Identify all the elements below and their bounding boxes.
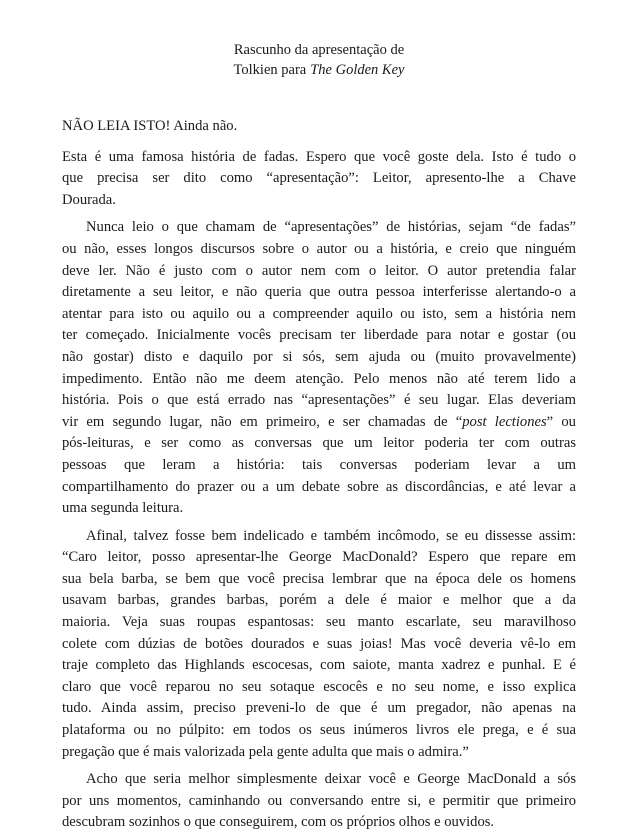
paragraph-line: usavam barbas, grandes barbas, porém a dele é maior e melhor que a da	[62, 592, 576, 609]
paragraph-line: sua bela barba, se bem que você precisa lembrar que na época dele os homens	[62, 570, 576, 587]
paragraph-line: claro que você reparou no seu sotaque escocês e no seu nome, e isso explica	[62, 678, 576, 695]
paragraph-line: atentar para isto ou aquilo ou a compreender aquilo ou isto, sem a história nem	[62, 305, 576, 322]
paragraph-line: história. Pois o que está errado nas “apresentações” é seu lugar. Elas deveriam	[62, 392, 576, 409]
paragraph-4	[62, 526, 576, 764]
paragraph-1	[62, 116, 576, 138]
paragraph-line: ter começado. Inicialmente vocês precisam ter liberdade para notar e gostar (ou	[62, 327, 576, 344]
paragraph-line: pessoas que leram a história: tais conversas poderiam levar a um	[62, 456, 576, 473]
paragraph-line: maioria. Veja suas roupas espantosas: seu manto escarlate, seu maravilhoso	[62, 614, 576, 631]
paragraph-line: Acho que seria melhor simplesmente deixar você e George MacDonald a sós	[86, 771, 576, 788]
paragraph-line: diretamente a seu leitor, e não queria que outra pessoa interferisse alertando-o a	[62, 284, 576, 301]
header-line-1: Rascunho da apresentação de	[233, 42, 405, 58]
header-line-2-prefix: Tolkien para	[233, 62, 307, 78]
paragraph-line: colete com dúzias de botões dourados e suas joias! Mas você deveria vê-lo em	[62, 635, 576, 652]
paragraph-line: Afinal, talvez fosse bem indelicado e também incômodo, se eu dissesse assim:	[86, 527, 576, 544]
paragraph-2	[62, 147, 576, 212]
paragraph-line: uma segunda leitura.	[62, 500, 184, 517]
paragraph-line: descubram sozinhos o que conseguirem, com os próprios olhos e ouvidos.	[62, 814, 495, 831]
document-header	[0, 40, 638, 80]
paragraph-line: impedimento. Então não me deem atenção. Pelo menos não até terem lido a	[62, 370, 576, 387]
paragraph-line: deve ler. Não é justo com o autor nem com o leitor. O autor pretendia falar	[62, 262, 576, 279]
paragraph-line: por uns momentos, caminhando ou conversando entre si, e permitir que primeiro	[62, 792, 576, 809]
paragraph-line: que precisa ser dito como “apresentação”: Leitor, apresento-lhe a Chave	[62, 170, 576, 187]
paragraph-line: compartilhamento do prazer ou a um debate sobre as discordâncias, e até levar a	[62, 478, 576, 495]
paragraph-line: ou não, esses longos discursos sobre o autor ou a história, e creio que ninguém	[62, 240, 576, 257]
paragraph-line: traje completo das Highlands escocesas, com saiote, manta xadrez e punhal. E é	[62, 657, 576, 674]
header-line-2-italic: The Golden Key	[310, 62, 405, 78]
paragraph-line: Esta é uma famosa história de fadas. Espero que você goste dela. Isto é tudo o	[62, 148, 576, 165]
paragraph-5	[62, 769, 576, 834]
paragraph-line: Nunca leio o que chamam de “apresentações” de histórias, sejam “de fadas”	[86, 219, 576, 236]
line-text-post: ” ou	[546, 413, 576, 430]
paragraph-line: tudo. Ainda assim, preciso preveni-lo de que é um pregador, não apenas na	[62, 700, 576, 717]
paragraph-3	[62, 217, 576, 519]
paragraph-line: plataforma ou no púlpito: em todos os seus inúmeros livros ele prega, e é sua	[62, 722, 576, 739]
paragraph-line: Dourada.	[62, 191, 116, 208]
paragraph-line-mixed	[62, 412, 576, 434]
paragraph-line: NÃO LEIA ISTO! Ainda não.	[62, 118, 238, 134]
header-line-2	[0, 60, 638, 80]
line-text-italic: post lectiones	[462, 413, 547, 430]
document-body	[62, 116, 576, 840]
line-text-pre: vir em segundo lugar, não em primeiro, e ser chamadas de “	[62, 413, 463, 430]
paragraph-line: não gostar) disto e daquilo por si sós, sem ajuda ou (muito provavelmente)	[62, 348, 576, 365]
paragraph-line: pregação que é mais valorizada pela gente adulta que mais o admira.”	[62, 743, 469, 760]
paragraph-line: pós-leituras, e ser como as conversas que um leitor poderia ter com outras	[62, 435, 576, 452]
paragraph-line: “Caro leitor, posso apresentar-lhe George MacDonald? Espero que repare em	[62, 549, 576, 566]
